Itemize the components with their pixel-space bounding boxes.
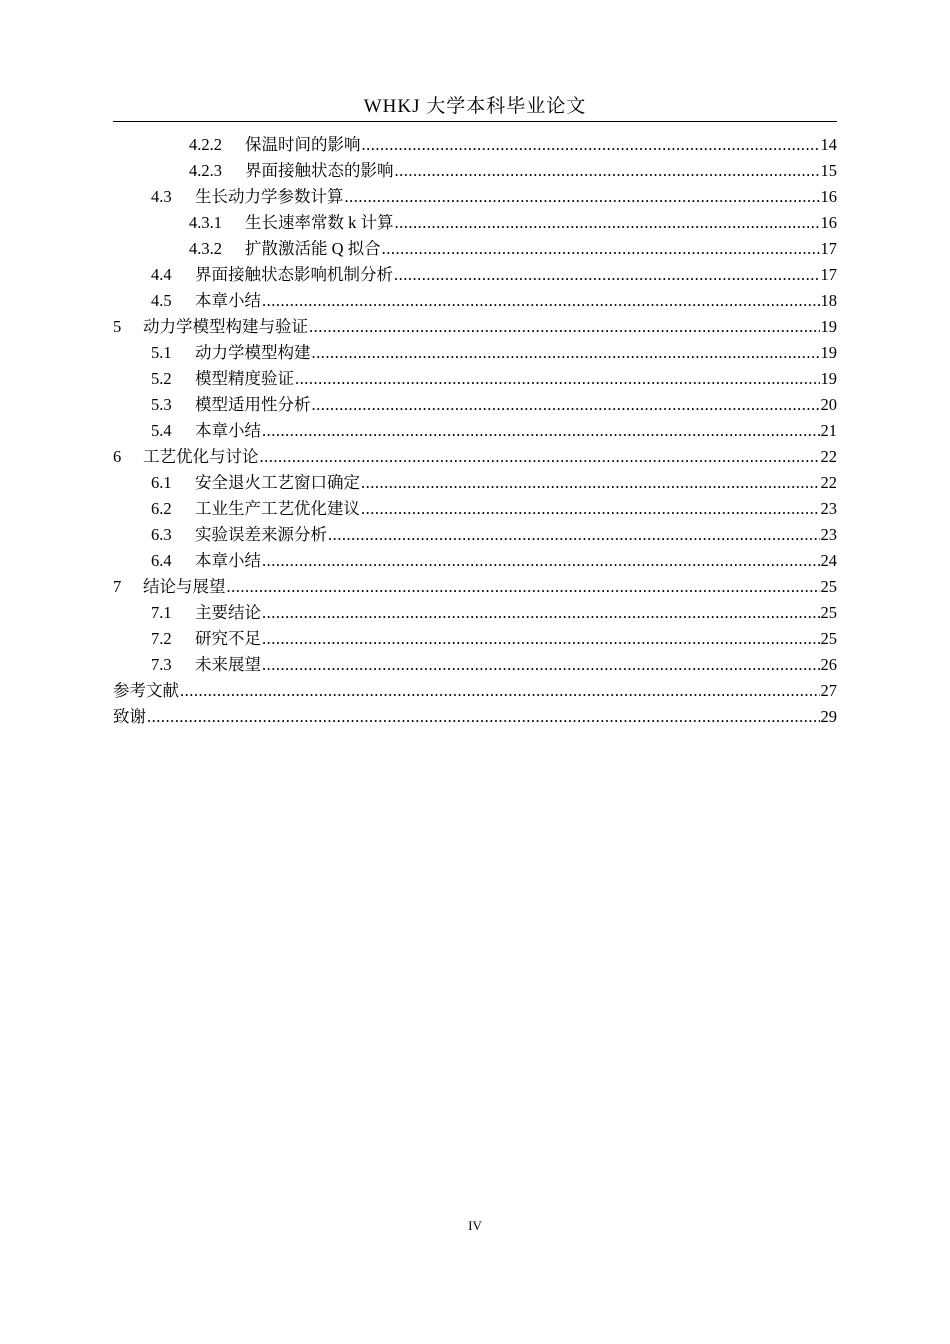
toc-entry-page: 16 xyxy=(820,187,837,206)
toc-entry-number: 6.4 xyxy=(151,551,172,570)
toc-entry-number: 4.5 xyxy=(151,291,172,310)
toc-entry-page: 17 xyxy=(820,265,837,284)
toc-entry-title: 动力学模型构建与验证 xyxy=(143,317,308,336)
toc-dot-leader xyxy=(262,626,820,652)
toc-entry[interactable] xyxy=(113,548,837,574)
toc-dot-leader xyxy=(147,704,820,730)
toc-entry[interactable] xyxy=(113,626,837,652)
toc-entry-number: 5.2 xyxy=(151,369,172,388)
toc-entry-title: 模型精度验证 xyxy=(195,369,294,388)
toc-dot-leader xyxy=(395,210,820,236)
toc-entry-number: 4.3.2 xyxy=(189,239,222,258)
toc-entry-title: 致谢 xyxy=(113,707,146,726)
toc-entry-page: 27 xyxy=(820,681,837,700)
toc-entry-title: 生长速率常数 k 计算 xyxy=(245,213,394,232)
toc-entry-title: 参考文献 xyxy=(113,681,179,700)
toc-dot-leader xyxy=(312,340,820,366)
toc-entry[interactable] xyxy=(113,236,837,262)
toc-entry[interactable] xyxy=(113,158,837,184)
toc-entry-title: 安全退火工艺窗口确定 xyxy=(195,473,360,492)
toc-entry-page: 19 xyxy=(820,317,837,336)
toc-entry-page: 15 xyxy=(820,161,837,180)
toc-entry-number: 5.3 xyxy=(151,395,172,414)
toc-entry-page: 21 xyxy=(820,421,837,440)
toc-entry-number: 5.1 xyxy=(151,343,172,362)
toc-dot-leader xyxy=(262,288,820,314)
toc-entry-number: 7.3 xyxy=(151,655,172,674)
toc-entry-page: 18 xyxy=(820,291,837,310)
toc-entry-title: 未来展望 xyxy=(195,655,261,674)
toc-dot-leader xyxy=(361,470,820,496)
toc-entry-title: 保温时间的影响 xyxy=(245,135,361,154)
toc-dot-leader xyxy=(295,366,820,392)
toc-dot-leader xyxy=(361,496,820,522)
toc-entry-title: 本章小结 xyxy=(195,551,261,570)
toc-entry[interactable] xyxy=(113,210,837,236)
toc-entry-page: 19 xyxy=(820,369,837,388)
toc-entry[interactable] xyxy=(113,288,837,314)
toc-entry-number: 5.4 xyxy=(151,421,172,440)
toc-entry-title: 界面接触状态影响机制分析 xyxy=(195,265,393,284)
toc-dot-leader xyxy=(262,548,820,574)
toc-entry[interactable] xyxy=(113,652,837,678)
toc-dot-leader xyxy=(312,392,820,418)
toc-entry[interactable] xyxy=(113,522,837,548)
header-title: WHKJ 大学本科毕业论文 xyxy=(363,96,587,117)
toc-entry-title: 模型适用性分析 xyxy=(195,395,311,414)
toc-dot-leader xyxy=(262,418,820,444)
toc-entry-title: 本章小结 xyxy=(195,421,261,440)
toc-entry-title: 主要结论 xyxy=(195,603,261,622)
toc-entry[interactable] xyxy=(113,366,837,392)
toc-entry[interactable] xyxy=(113,496,837,522)
toc-entry[interactable] xyxy=(113,184,837,210)
toc-entry[interactable] xyxy=(113,418,837,444)
toc-entry-number: 5 xyxy=(113,317,122,336)
toc-entry-number: 7.1 xyxy=(151,603,172,622)
toc-entry-number: 4.2.3 xyxy=(189,161,222,180)
toc-entry-page: 23 xyxy=(820,525,837,544)
toc-entry[interactable] xyxy=(113,340,837,366)
toc-entry[interactable] xyxy=(113,262,837,288)
toc-entry-page: 16 xyxy=(820,213,837,232)
toc-entry-title: 界面接触状态的影响 xyxy=(245,161,394,180)
toc-entry-page: 22 xyxy=(820,473,837,492)
toc-dot-leader xyxy=(382,236,820,262)
toc-entry-number: 7.2 xyxy=(151,629,172,648)
toc-entry-page: 17 xyxy=(820,239,837,258)
toc-entry-number: 4.4 xyxy=(151,265,172,284)
toc-dot-leader xyxy=(309,314,820,340)
toc-entry-page: 25 xyxy=(820,603,837,622)
toc-entry-number: 6 xyxy=(113,447,122,466)
toc-entry-number: 4.3.1 xyxy=(189,213,222,232)
toc-dot-leader xyxy=(362,132,820,158)
toc-entry-title: 动力学模型构建 xyxy=(195,343,311,362)
toc-entry[interactable] xyxy=(113,392,837,418)
toc-dot-leader xyxy=(262,652,820,678)
toc-entry-page: 19 xyxy=(820,343,837,362)
toc-entry-page: 25 xyxy=(820,577,837,596)
toc-entry-page: 29 xyxy=(820,707,837,726)
toc-entry[interactable] xyxy=(113,600,837,626)
toc-entry-page: 25 xyxy=(820,629,837,648)
toc-entry-page: 23 xyxy=(820,499,837,518)
toc-entry[interactable] xyxy=(113,132,837,158)
toc-entry-page: 20 xyxy=(820,395,837,414)
toc-entry-title: 扩散激活能 Q 拟合 xyxy=(245,239,381,258)
toc-entry[interactable] xyxy=(113,704,837,730)
page-footer xyxy=(0,1218,950,1234)
toc-entry-number: 6.3 xyxy=(151,525,172,544)
toc-entry-title: 研究不足 xyxy=(195,629,261,648)
page-number: IV xyxy=(468,1218,482,1233)
toc-entry-page: 24 xyxy=(820,551,837,570)
toc-dot-leader xyxy=(180,678,820,704)
toc-entry-number: 7 xyxy=(113,577,122,596)
toc-entry-number: 4.2.2 xyxy=(189,135,222,154)
toc-dot-leader xyxy=(345,184,820,210)
toc-entry-title: 工艺优化与讨论 xyxy=(143,447,259,466)
toc-entry[interactable] xyxy=(113,444,837,470)
toc-entry-title: 实验误差来源分析 xyxy=(195,525,327,544)
toc-entry[interactable] xyxy=(113,678,837,704)
toc-dot-leader xyxy=(394,262,820,288)
page-header xyxy=(113,94,837,122)
toc-entry-page: 14 xyxy=(820,135,837,154)
toc-entry[interactable] xyxy=(113,574,837,600)
toc-entry-title: 本章小结 xyxy=(195,291,261,310)
toc-dot-leader xyxy=(227,574,820,600)
toc-entry-title: 结论与展望 xyxy=(143,577,226,596)
toc-entry-number: 6.2 xyxy=(151,499,172,518)
toc-entry-title: 工业生产工艺优化建议 xyxy=(195,499,360,518)
toc-dot-leader xyxy=(262,600,820,626)
toc-entry-title: 生长动力学参数计算 xyxy=(195,187,344,206)
toc-entry[interactable] xyxy=(113,314,837,340)
toc-entry-number: 6.1 xyxy=(151,473,172,492)
toc-dot-leader xyxy=(328,522,820,548)
toc-dot-leader xyxy=(395,158,820,184)
toc-entry-page: 26 xyxy=(820,655,837,674)
toc-entry-number: 4.3 xyxy=(151,187,172,206)
toc-dot-leader xyxy=(260,444,820,470)
toc-entry-page: 22 xyxy=(820,447,837,466)
toc-entry[interactable] xyxy=(113,470,837,496)
table-of-contents xyxy=(113,132,837,730)
